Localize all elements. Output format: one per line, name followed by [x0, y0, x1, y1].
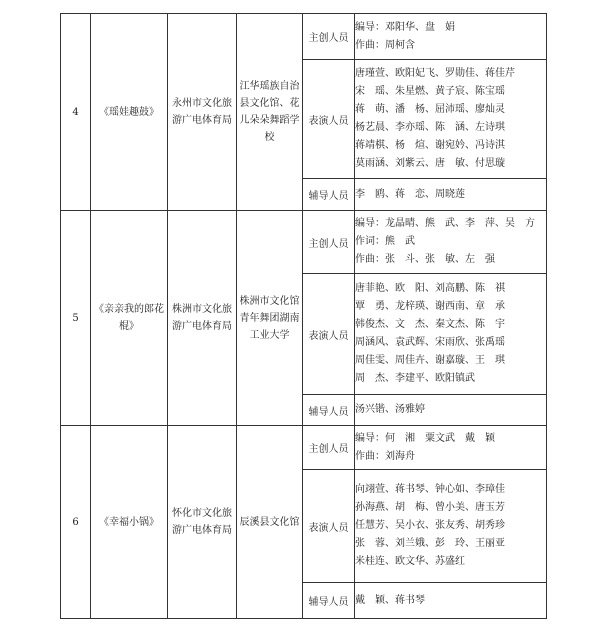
creator-list	[355, 426, 547, 470]
performer-line: 米桂连、欧文华、苏盛红	[355, 556, 465, 567]
role-label: 主创人员	[303, 14, 355, 60]
creator-line: 编导：龙晶晴、熊 武、李 萍、吴 方	[355, 218, 535, 229]
mentor-list	[355, 395, 547, 426]
program-title: 《幸福小锅》	[91, 426, 168, 619]
creator-line: 作曲：张 斗、张 敏、左 强	[355, 254, 495, 265]
role-label: 主创人员	[303, 211, 355, 274]
performer-line: 宋 瑶、朱星燃、黄子宸、陈宝瑶	[355, 86, 505, 97]
recommending-unit: 怀化市文化旅游广电体育局	[168, 426, 237, 619]
recommending-unit: 株洲市文化旅游广电体育局	[168, 211, 237, 426]
program-title: 《亲亲我的郎花棍》	[91, 211, 168, 426]
role-label: 表演人员	[303, 274, 355, 395]
creator-line: 作词：熊 武	[355, 236, 415, 247]
role-label: 表演人员	[303, 60, 355, 179]
performer-line: 向翊萱、蒋书琴、钟心如、李璋佳	[355, 484, 505, 495]
performer-line: 周 杰、李建平、欧阳镇武	[355, 373, 475, 384]
performer-line: 覃 勇、龙梓瑛、谢西南、章 承	[355, 301, 505, 312]
row-number: 6	[61, 426, 91, 619]
mentor-list	[355, 583, 547, 619]
performer-line: 任慧芳、吴小衣、张友秀、胡秀珍	[355, 520, 505, 531]
performer-line: 周佳雯、周佳卉、谢嘉璇、王 琪	[355, 355, 505, 366]
recommending-unit: 永州市文化旅游广电体育局	[168, 14, 237, 211]
table-row	[61, 211, 547, 274]
mentor-line: 戴 颖、蒋书琴	[355, 594, 425, 606]
row-number: 5	[61, 211, 91, 426]
creator-list	[355, 211, 547, 274]
participating-unit: 株洲市文化馆青年舞团湖南工业大学	[237, 211, 303, 426]
performer-line: 杨艺晨、李亦瑶、陈 涵、左诗琪	[355, 122, 505, 133]
performer-line: 韩俊杰、文 杰、秦文杰、陈 宇	[355, 319, 505, 330]
mentor-line: 汤兴锴、汤雅婷	[355, 404, 425, 415]
participating-unit: 江华瑶族自治县文化馆、花儿朵朵舞蹈学校	[237, 14, 303, 211]
performer-line: 蒋靖棋、杨 煊、谢宛妗、冯诗淇	[355, 140, 505, 151]
mentor-list	[355, 179, 547, 211]
award-table	[60, 13, 547, 619]
creator-list	[355, 14, 547, 60]
role-label: 辅导人员	[303, 179, 355, 211]
creator-line: 作曲：刘海舟	[355, 450, 415, 462]
creator-line: 编导：邓阳华、盘 娟	[355, 21, 455, 33]
role-label: 表演人员	[303, 470, 355, 583]
table-row	[61, 426, 547, 470]
performer-line: 莫雨涵、刘紫云、唐 敏、付思璇	[355, 158, 505, 169]
table-row	[61, 14, 547, 60]
row-number: 4	[61, 14, 91, 211]
role-label: 辅导人员	[303, 395, 355, 426]
performer-line: 周涵风、袁武辉、宋雨欣、张禹瑶	[355, 337, 505, 348]
creator-line: 编导：何 湘 粟文武 戴 颖	[355, 432, 495, 444]
performer-line: 唐菲艳、欧 阳、刘高鹏、陈 祺	[355, 283, 505, 294]
program-title: 《瑶娃趣鼓》	[91, 14, 168, 211]
participating-unit: 辰溪县文化馆	[237, 426, 303, 619]
role-label: 辅导人员	[303, 583, 355, 619]
performer-list	[355, 470, 547, 583]
performer-line: 蒋 萌、潘 杨、屈沛瑶、廖灿灵	[355, 104, 505, 115]
performer-list	[355, 60, 547, 179]
creator-line: 作曲：周柯含	[355, 39, 415, 51]
performer-line: 张 蓉、刘兰娥、彭 玲、王丽亚	[355, 538, 505, 549]
mentor-line: 李 鸥、蒋 恋、周晓莲	[355, 188, 465, 200]
performer-line: 唐瑾萱、欧阳妃飞、罗勋佳、蒋佳芹	[355, 68, 515, 79]
performer-line: 孙海燕、胡 梅、曾小美、唐玉芳	[355, 502, 505, 513]
performer-list	[355, 274, 547, 395]
role-label: 主创人员	[303, 426, 355, 470]
